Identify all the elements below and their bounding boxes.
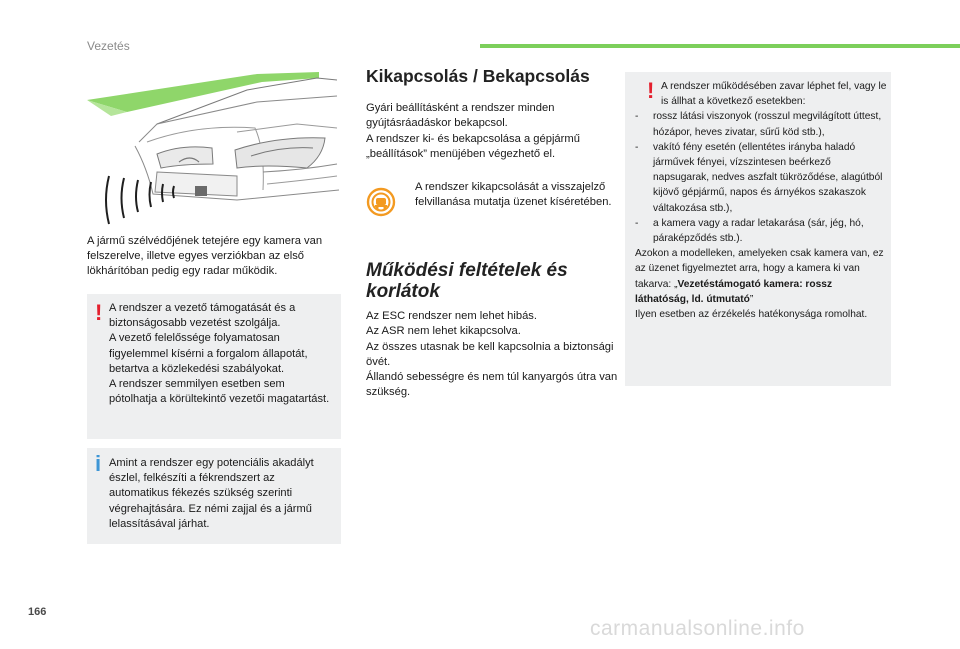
car-front-radar-icon [87,72,341,232]
list-item [635,140,887,216]
watermark: carmanualsonline.info [590,617,805,640]
warning-box-limitations [625,72,891,386]
bullet-dash: - [635,111,639,123]
warning-lead: A rendszer működésében zavar léphet fel, vagy le is állhat a következő esetekben: [661,81,887,108]
note-quote-end: ” [749,293,754,305]
camera-message-note [635,246,887,307]
info-box-braking [87,448,341,544]
orange-gauge-warning-icon [366,187,396,217]
list-item [635,109,887,139]
note-bold-message: Vezetéstámogató kamera: rossz láthatóság, ld. útmutató [635,278,833,305]
page-number: 166 [28,606,47,618]
warning-text: A rendszer a vezető támogatását és a biztonságosabb vezetést szolgálja. A vezető felelőssége folyamatosan figyelemmel kísérni a forgalom állapotát, betartva a közlekedési szabályokat. A rendszer semmilyen esetben sem pótolhatja a körültekintő vezetői magatartást. [109,302,330,406]
heading-kikapcsolas: Kikapcsolás / Bekapcsolás [366,66,590,86]
note-text: Azokon a modelleken, amelyeken csak kamera van, ez az üzenet figyelmeztet arra, hogy a kamera ki van takarva: „ [635,248,884,290]
bullet-text: a kamera vagy a radar letakarása (sár, jég, hó, páraképződés stb.). [653,217,864,245]
kikapcsolas-text: Gyári beállításként a rendszer minden gyújtásráadáskor bekapcsol. A rendszer ki- és bekapcsolása a gépjármű „beállítások” menüjében végezhető el. [366,102,580,160]
effectiveness-note: Ilyen esetben az érzékelés hatékonysága romolhat. [635,309,868,321]
section-accent-bar [480,44,960,48]
info-text: Amint a rendszer egy potenciális akadályt észlel, felkészíti a fékrendszert az automatikus fékezés szükség szerinti végrehajtására. Ez némi zajjal és a jármű lelassításával járhat. [109,457,314,530]
warning-icon: ! [95,300,103,325]
list-item [635,216,887,246]
mukodesi-text: Az ESC rendszer nem lehet hibás. Az ASR nem lehet kikapcsolva. Az összes utasnak be kell kapcsolnia a biztonsági övét. Állandó sebességre és nem túl kanyargós útra van szükség. [366,310,618,399]
section-label: Vezetés [87,39,130,53]
warning-limitations-text [635,79,887,322]
indicator-text: A rendszer kikapcsolását a visszajelző felvillanása mutatja üzenet kíséretében. [415,181,612,209]
warning-box-responsibility [87,294,341,439]
bullet-dash: - [635,141,639,153]
bullet-text: vakító fény esetén (ellentétes irányba haladó járművek fényei, vízszintesen beérkező napsugarak, nedves aszfalt tükröződése, alagútból kijövő gépjármű, napos és árnyékos szakaszok váltakozása stb.), [653,141,883,214]
camera-radar-caption: A jármű szélvédőjének tetejére egy kamera van felszerelve, illetve egyes verziókban az első lökhárítóban pedig egy radar működik. [87,235,323,277]
bullet-text: rossz látási viszonyok (rosszul megvilágított úttest, hózápor, heves zivatar, sűrű köd stb.), [653,111,882,138]
info-icon: i [95,451,102,476]
warning-icon: ! [647,78,655,103]
heading-mukodesi-feltetelek: Működési feltételek és korlátok [366,260,568,302]
bullet-dash: - [635,217,639,229]
